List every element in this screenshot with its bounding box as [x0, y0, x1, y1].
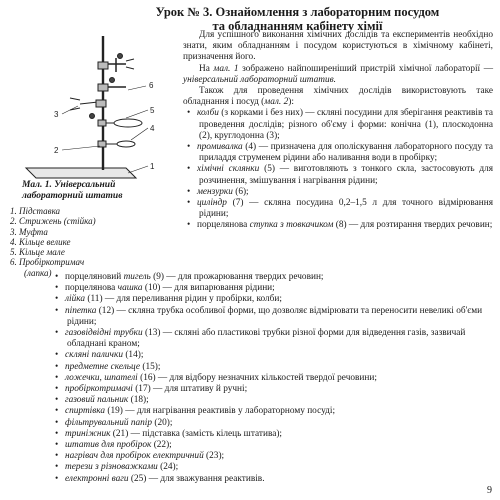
list-item: • штатив для пробірок (22); [55, 440, 495, 451]
clamp-muff-middle [98, 84, 108, 91]
list-item: • скляні палички (14); [55, 350, 495, 361]
title-line-2: та обладнанням кабінету хімії [212, 19, 383, 33]
list-item: • фільтрувальний папір (20); [55, 418, 495, 429]
list-item: • лійка (11) — для переливання рідин у пробірки, колби; [55, 294, 495, 305]
paragraph-stand: На мал. 1 зображено найпоширеніший пристрій хімічної лабораторії — універсальний лабораторний штатив. [183, 63, 493, 85]
callout-2: 2 [54, 146, 59, 155]
list-item: • мензурки (6); [183, 187, 493, 198]
callout-1: 1 [150, 162, 155, 171]
title-line-1: Урок № 3. Ознайомлення з лабораторним посудом [155, 5, 440, 19]
small-ring [117, 141, 135, 147]
list-item: • нагрівач для пробірок електричний (23); [55, 451, 495, 462]
legend-item: 1. Підставка [10, 206, 61, 216]
list-item: • хімічні склянки (5) — виготовляють з тонкого скла, застосовують для розчинення, змішування і нагрівання рідини; [183, 164, 493, 186]
callout-5: 5 [150, 106, 155, 115]
list-item: • піпетка (12) — скляна трубка особливої форми, що дозволяє відмірювати та переносити невеликі об'єми рідини; [55, 306, 495, 328]
equipment-list [55, 272, 495, 485]
legend-item: (лапка) [24, 267, 52, 278]
clamp-muff-top [98, 62, 108, 69]
legend-item: 5. Кільце мале [10, 247, 65, 258]
list-item: • електронні ваги (25) — для зважування реактивів. [55, 474, 495, 485]
list-item: • порцеляновий тигель (9) — для прожарювання твердих речовин; [55, 272, 495, 283]
list-item: • порцелянова чашка (10) — для випарювання рідини; [55, 283, 495, 294]
figure-caption: Мал. 1. Універсальний лабораторний штатив [22, 180, 123, 201]
legend-item: 4. Кільце велике [10, 236, 71, 247]
callout-4: 4 [150, 124, 155, 133]
list-item: • газовідвідні трубки (13) — скляні або пластикові трубки різної форми для відведення газів, зазвичай обладнані краном; [55, 328, 495, 350]
list-item: • циліндр (7) — скляна посудина 0,2–1,5 л для точного відмірювання рідини; [183, 198, 493, 220]
list-item: • газовий пальник (18); [55, 395, 495, 406]
list-item: • промивалка (4) — призначена для ополіскування лабораторного посуду та приладдя струменем рідини або наливання води в пробірку; [183, 142, 493, 164]
intro-paragraph: Для успішного виконання хімічних дослідів та експериментів необхідно знати, яким обладнанням і посудом користуються в хімічному кабінеті, призначення його. На мал. 1 зображено найпоширеніший пристрій хімічної лабораторії — універсальний лабораторний штатив. Також для проведення хімічних дослідів використовують таке обладнання і посуд (мал. 2): • колби (з корками і без них) — скляні посудини для зберігання реактивів та проведення дослідів; різного об'єму і форми: конічна (1), плоскодонна (2), круглодонна (3); • промивалка (4) — призначена для ополіскування лабораторного посуду та приладдя струменем рідини або наливання води в пробірку; • хімічні склянки (5) — виготовляють з тонкого скла, застосовують для розчинення, змішування і нагрівання рідини; • мензурки (6); • циліндр (7) — скляна посудина 0,2–1,5 л для точного відмірювання рідини; • порцелянова ступка з товкачиком (8) — для розтирання твердих речовин; [183, 30, 493, 232]
list-item: • триніжник (21) — підставка (замість кілець штатива); [55, 429, 495, 440]
list-item: • спиртівка (19) — для нагрівання реактивів у лабораторному посуді; [55, 406, 495, 417]
callout-6: 6 [149, 81, 154, 90]
page-number: 9 [487, 485, 492, 496]
legend-item: 2. Стрижень (стійка) [10, 216, 96, 227]
list-item: • колби (з корками і без них) — скляні посудини для зберігання реактивів та проведення дослідів; різного об'єму і форми: конічна (1), плоскодонна (2), круглодонна (3); [183, 108, 493, 142]
figure-legend [10, 206, 175, 278]
stand-base [26, 168, 136, 178]
list-item: • ложечки, шпателі (16) — для відбору незначних кількостей твердої речовини; [55, 373, 495, 384]
list-item: • порцелянова ступка з товкачиком (8) — для розтирання твердих речовин; [183, 220, 493, 231]
list-item: • терези з різноважками (24); [55, 462, 495, 473]
list-item: • предметне скельце (15); [55, 362, 495, 373]
callout-3: 3 [54, 110, 59, 119]
legend-item: 3. Муфта [10, 226, 48, 237]
paragraph-equipment: Також для проведення хімічних дослідів використовують таке обладнання і посуд (мал. 2): [183, 86, 493, 108]
large-ring [114, 119, 142, 127]
list-item: • пробіркотримачі (17) — для штативу й ручні; [55, 384, 495, 395]
legend-item: 6. Пробіркотримач [10, 257, 85, 268]
